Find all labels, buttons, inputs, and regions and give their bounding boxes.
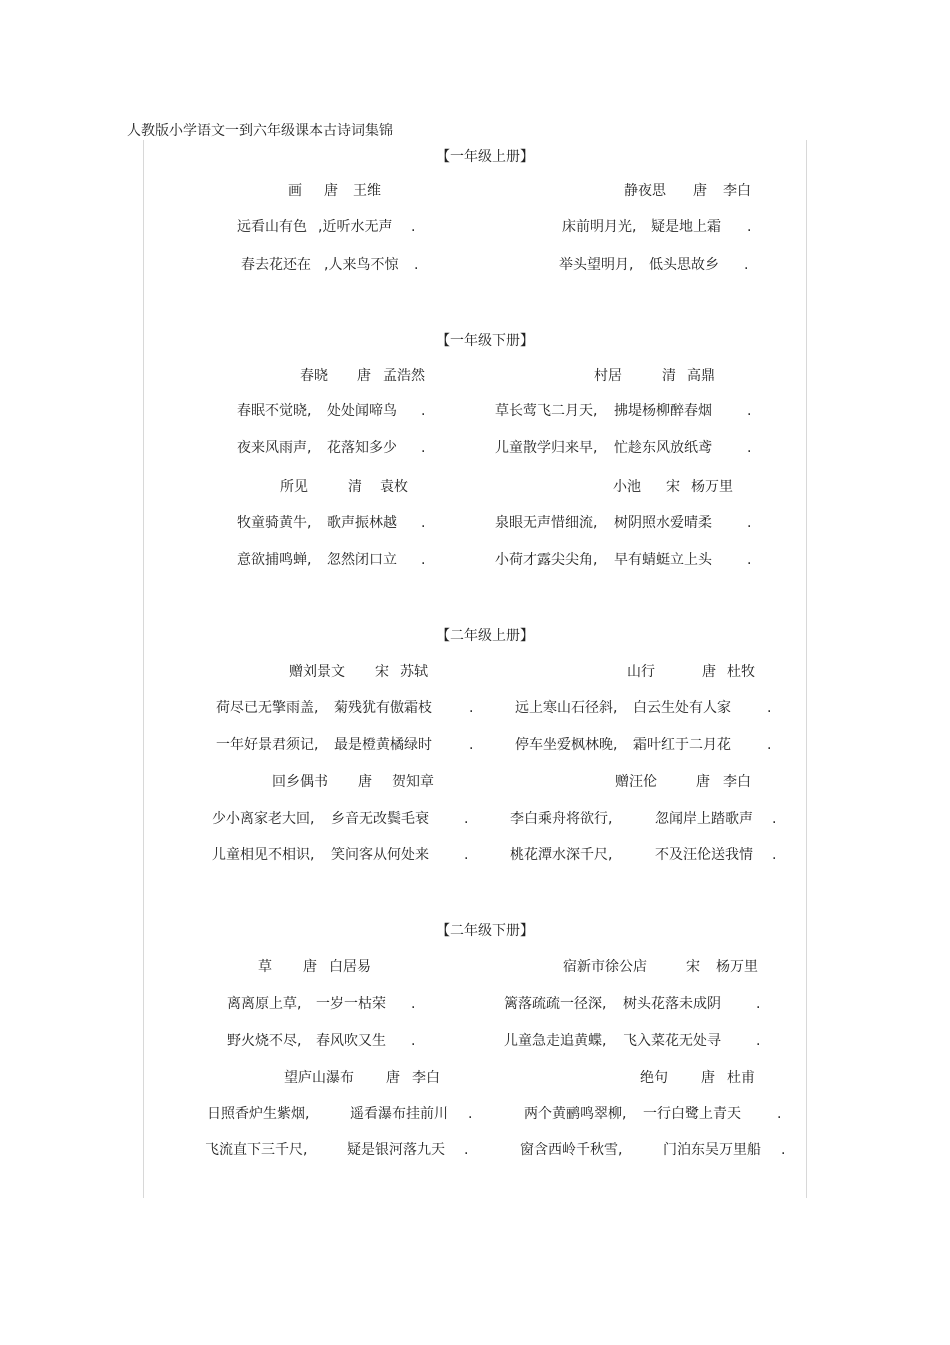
poem-line: 远上寒山石径斜, [515, 700, 618, 716]
poem-title: 所见 [280, 479, 308, 495]
poem-line: 离离原上草, [227, 996, 302, 1012]
poem-dynasty: 清 [348, 479, 362, 495]
poem-author: 王维 [353, 183, 381, 199]
poem-author: 白居易 [329, 959, 371, 975]
poem-dynasty: 唐 [386, 1070, 400, 1086]
poem-line-end: . [756, 1033, 761, 1049]
poem-title: 望庐山瀑布 [284, 1070, 354, 1086]
poem-line-end: . [777, 1106, 782, 1122]
poem-line-end: . [744, 257, 749, 273]
poem-line: 一行白鹭上青天 [643, 1106, 741, 1122]
poem-dynasty: 宋 [686, 959, 700, 975]
poem-author: 李白 [723, 183, 751, 199]
poem-line: 日照香炉生紫烟, [207, 1106, 310, 1122]
poem-line-end: . [421, 515, 426, 531]
poem-line: 忙趁东风放纸鸢 [614, 440, 712, 456]
poem-line: 不及汪伦送我情 [655, 847, 753, 863]
left-margin-rule [143, 140, 144, 1198]
poem-line: 疑是地上霜 [651, 219, 721, 235]
poem-title: 画 [288, 183, 302, 199]
poem-line-end: . [421, 552, 426, 568]
poem-line: 荷尽已无擎雨盖, [216, 700, 319, 716]
grade-heading: 【一年级上册】 [436, 149, 534, 165]
poem-line-end: . [747, 440, 752, 456]
poem-line: 树阴照水爱晴柔 [614, 515, 712, 531]
poem-line: 春风吹又生 [316, 1033, 386, 1049]
poem-line: 早有蜻蜓立上头 [614, 552, 712, 568]
grade-heading: 【二年级上册】 [436, 628, 534, 644]
poem-line-end: . [464, 847, 469, 863]
poem-dynasty: 唐 [324, 183, 338, 199]
poem-line-end: . [414, 257, 419, 273]
poem-line: 泉眼无声惜细流, [495, 515, 598, 531]
poem-author: 李白 [412, 1070, 440, 1086]
poem-dynasty: 唐 [701, 1070, 715, 1086]
poem-line-end: . [411, 1033, 416, 1049]
poem-line-end: . [411, 219, 416, 235]
poem-line: 儿童相见不相识, [212, 847, 315, 863]
poem-line: 乡音无改鬓毛衰 [331, 811, 429, 827]
grade-heading: 【二年级下册】 [436, 923, 534, 939]
poem-line-end: . [767, 737, 772, 753]
poem-line-end: . [464, 1142, 469, 1158]
poem-line: 儿童急走追黄蝶, [504, 1033, 607, 1049]
poem-title: 赠刘景文 [289, 664, 345, 680]
poem-line-end: . [781, 1142, 786, 1158]
poem-line: 白云生处有人家 [633, 700, 731, 716]
poem-title: 静夜思 [624, 183, 666, 199]
poem-line: 处处闻啼鸟 [327, 403, 397, 419]
poem-line-end: . [747, 515, 752, 531]
poem-line: 远看山有色 [237, 219, 307, 235]
poem-line: 停车坐爱枫林晚, [515, 737, 618, 753]
poem-dynasty: 清 [662, 368, 676, 384]
poem-line-end: . [421, 440, 426, 456]
poem-dynasty: 唐 [358, 774, 372, 790]
poem-line: 歌声振林越 [327, 515, 397, 531]
poem-title: 村居 [594, 368, 622, 384]
poem-dynasty: 唐 [693, 183, 707, 199]
poem-author: 杜牧 [727, 664, 755, 680]
poem-line: ,人来鸟不惊 [324, 257, 399, 273]
poem-line-end: . [411, 996, 416, 1012]
poem-dynasty: 唐 [357, 368, 371, 384]
poem-author: 高鼎 [687, 368, 715, 384]
poem-line: 牧童骑黄牛, [237, 515, 312, 531]
poem-line: 笑问客从何处来 [331, 847, 429, 863]
poem-line-end: . [772, 811, 777, 827]
poem-line: 疑是银河落九天 [347, 1142, 445, 1158]
poem-line: 春去花还在 [241, 257, 311, 273]
poem-line: 春眠不觉晓, [237, 403, 312, 419]
poem-title: 赠汪伦 [615, 774, 657, 790]
poem-line: 举头望明月, [559, 257, 634, 273]
document-title: 人教版小学语文一到六年级课本古诗词集锦 [127, 123, 393, 139]
poem-line: 草长莺飞二月天, [495, 403, 598, 419]
poem-line-end: . [767, 700, 772, 716]
poem-line: 遥看瀑布挂前川 [350, 1106, 448, 1122]
poem-line: 忽然闭口立 [327, 552, 397, 568]
poem-line: 忽闻岸上踏歌声 [655, 811, 753, 827]
poem-line: 野火烧不尽, [227, 1033, 302, 1049]
poem-line: 篱落疏疏一径深, [504, 996, 607, 1012]
poem-dynasty: 唐 [303, 959, 317, 975]
poem-author: 孟浩然 [383, 368, 425, 384]
poem-title: 春晓 [300, 368, 328, 384]
poem-line: 李白乘舟将欲行, [510, 811, 613, 827]
poem-line: 床前明月光, [562, 219, 637, 235]
poem-line-end: . [469, 700, 474, 716]
poem-title: 小池 [613, 479, 641, 495]
poem-title: 宿新市徐公店 [563, 959, 647, 975]
poem-title: 山行 [627, 664, 655, 680]
poem-dynasty: 唐 [696, 774, 710, 790]
poem-dynasty: 宋 [375, 664, 389, 680]
poem-author: 袁枚 [380, 479, 408, 495]
poem-line: 低头思故乡 [649, 257, 719, 273]
poem-line-end: . [747, 219, 752, 235]
poem-line: 意欲捕鸣蝉, [237, 552, 312, 568]
poem-line: 一岁一枯荣 [316, 996, 386, 1012]
poem-line: 两个黄鹂鸣翠柳, [524, 1106, 627, 1122]
poem-line-end: . [464, 811, 469, 827]
poem-line: 小荷才露尖尖角, [495, 552, 598, 568]
poem-line-end: . [772, 847, 777, 863]
poem-author: 杨万里 [716, 959, 758, 975]
poem-title: 草 [258, 959, 272, 975]
poem-line: 花落知多少 [327, 440, 397, 456]
poem-line-end: . [469, 737, 474, 753]
poem-author: 杜甫 [727, 1070, 755, 1086]
poem-dynasty: 宋 [666, 479, 680, 495]
poem-author: 苏轼 [400, 664, 428, 680]
poem-line: 霜叶红于二月花 [633, 737, 731, 753]
poem-author: 杨万里 [691, 479, 733, 495]
poem-line: 夜来风雨声, [237, 440, 312, 456]
poem-line-end: . [468, 1106, 473, 1122]
poem-author: 李白 [723, 774, 751, 790]
poem-line: 一年好景君须记, [216, 737, 319, 753]
poem-line: 窗含西岭千秋雪, [520, 1142, 623, 1158]
poem-line: 拂堤杨柳醉春烟 [614, 403, 712, 419]
poem-line: 飞入菜花无处寻 [623, 1033, 721, 1049]
poem-line: 少小离家老大回, [212, 811, 315, 827]
poem-line: 儿童散学归来早, [495, 440, 598, 456]
poem-line: 桃花潭水深千尺, [510, 847, 613, 863]
poem-line: 门泊东吴万里船 [663, 1142, 761, 1158]
poem-line-end: . [747, 403, 752, 419]
grade-heading: 【一年级下册】 [436, 333, 534, 349]
poem-line: 树头花落未成阴 [623, 996, 721, 1012]
poem-line: ,近听水无声 [318, 219, 393, 235]
poem-title: 回乡偶书 [272, 774, 328, 790]
poem-title: 绝句 [640, 1070, 668, 1086]
poem-author: 贺知章 [392, 774, 434, 790]
right-margin-rule [806, 140, 807, 1198]
poem-dynasty: 唐 [702, 664, 716, 680]
poem-line: 最是橙黄橘绿时 [334, 737, 432, 753]
poem-line-end: . [747, 552, 752, 568]
poem-line: 飞流直下三千尺, [205, 1142, 308, 1158]
poem-line-end: . [421, 403, 426, 419]
poem-line-end: . [756, 996, 761, 1012]
poem-line: 菊残犹有傲霜枝 [334, 700, 432, 716]
